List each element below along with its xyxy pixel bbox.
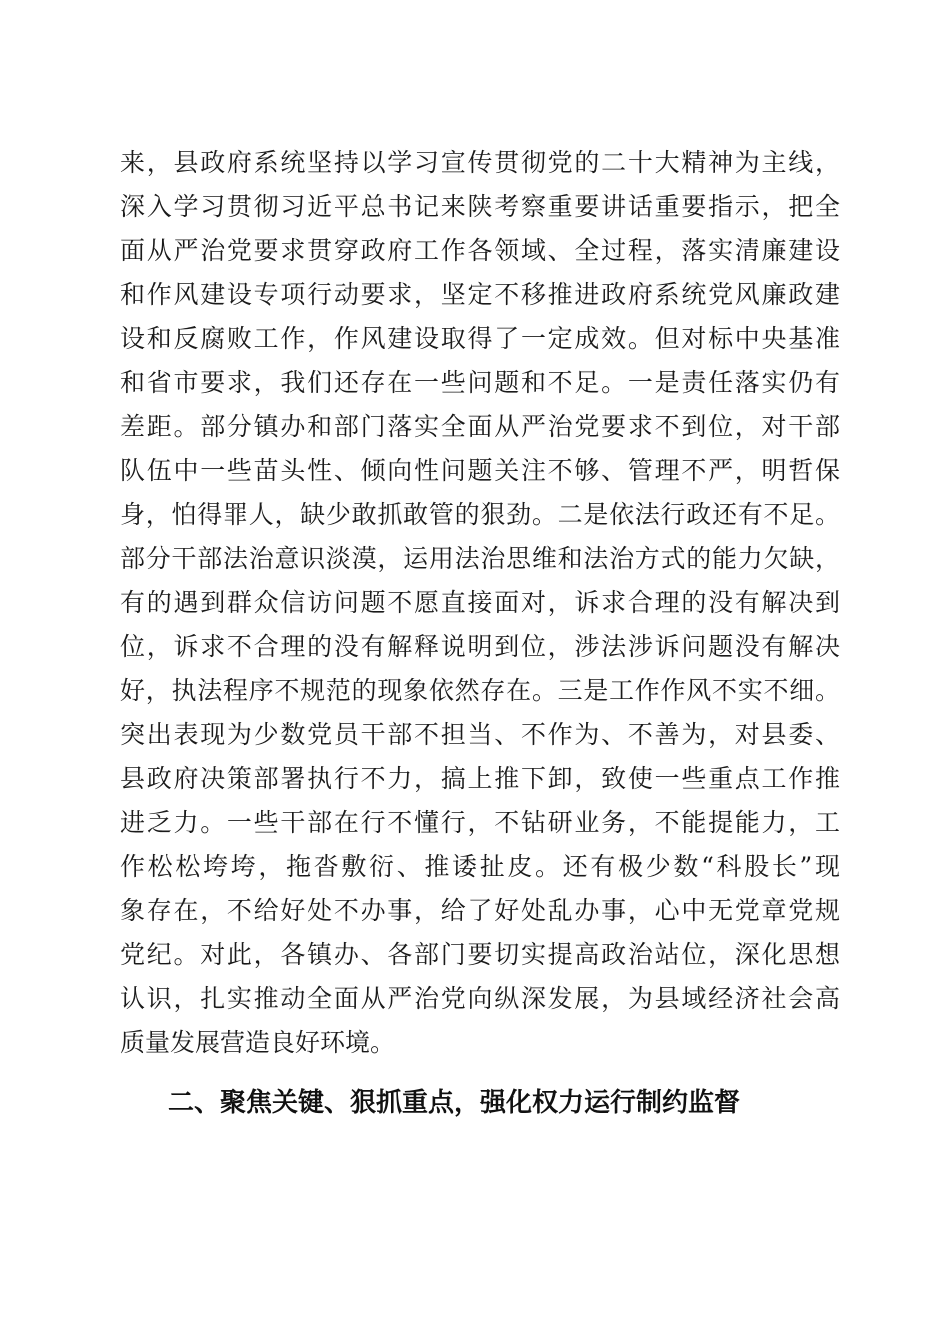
body-line: 队伍中一些苗头性、倾向性问题关注不够、管理不严，明哲保 (120, 456, 840, 485)
body-line: 设和反腐败工作，作风建设取得了一定成效。但对标中央基准 (120, 324, 840, 353)
body-line: 位，诉求不合理的没有解释说明到位，涉法涉诉问题没有解决 (120, 632, 840, 661)
body-line-last: 质量发展营造良好环境。 (120, 1028, 396, 1057)
body-line: 和作风建设专项行动要求，坚定不移推进政府系统党风廉政建 (120, 280, 840, 309)
body-line: 来，县政府系统坚持以学习宣传贯彻党的二十大精神为主线， (120, 148, 840, 177)
section-heading: 二、聚焦关键、狠抓重点，强化权力运行制约监督 (168, 1088, 741, 1118)
body-line: 突出表现为少数党员干部不担当、不作为、不善为，对县委、 (120, 720, 840, 749)
body-line: 作松松垮垮，拖沓敷衍、推诿扯皮。还有极少数“科股长”现 (120, 852, 840, 881)
body-line: 党纪。对此，各镇办、各部门要切实提高政治站位，深化思想 (120, 940, 840, 969)
body-line: 进乏力。一些干部在行不懂行，不钻研业务，不能提能力，工 (120, 808, 840, 837)
body-line: 好，执法程序不规范的现象依然存在。三是工作作风不实不细。 (120, 676, 840, 705)
body-line: 象存在，不给好处不办事，给了好处乱办事，心中无党章党规 (120, 896, 840, 925)
body-line: 身，怕得罪人，缺少敢抓敢管的狠劲。二是依法行政还有不足。 (120, 500, 840, 529)
body-line: 和省市要求，我们还存在一些问题和不足。一是责任落实仍有 (120, 368, 840, 397)
body-line: 县政府决策部署执行不力，搞上推下卸，致使一些重点工作推 (120, 764, 840, 793)
body-text (120, 141, 840, 1065)
body-line: 认识，扎实推动全面从严治党向纵深发展，为县域经济社会高 (120, 984, 840, 1013)
body-line: 差距。部分镇办和部门落实全面从严治党要求不到位，对干部 (120, 412, 840, 441)
body-line: 面从严治党要求贯穿政府工作各领域、全过程，落实清廉建设 (120, 236, 840, 265)
body-line: 有的遇到群众信访问题不愿直接面对，诉求合理的没有解决到 (120, 588, 840, 617)
body-line: 深入学习贯彻习近平总书记来陕考察重要讲话重要指示，把全 (120, 192, 840, 221)
body-line: 部分干部法治意识淡漠，运用法治思维和法治方式的能力欠缺， (120, 544, 840, 573)
